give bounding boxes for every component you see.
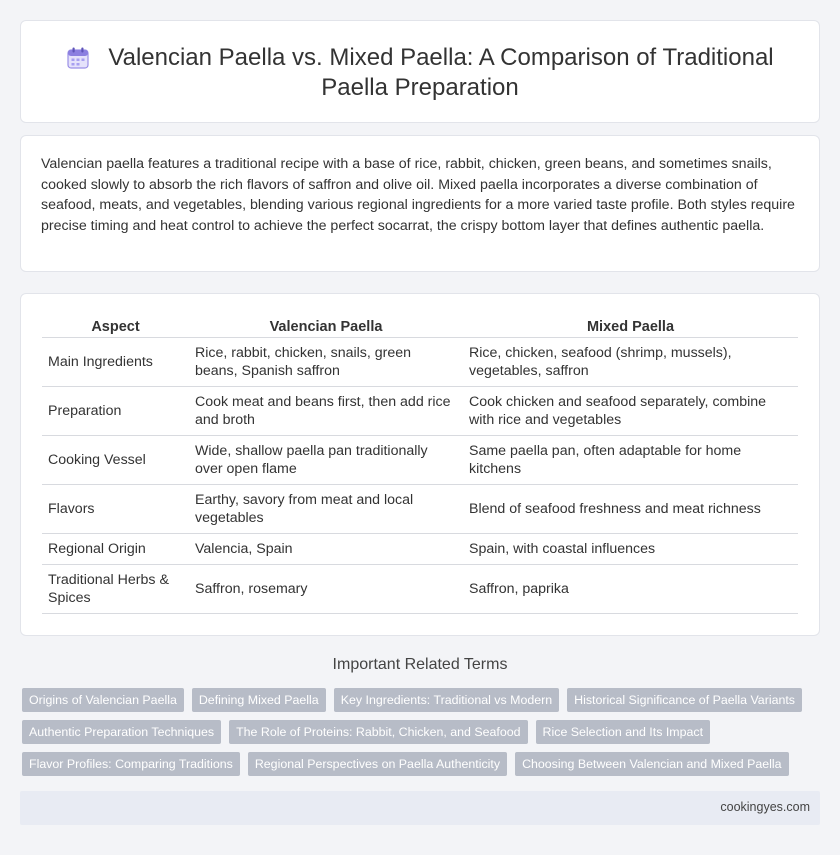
related-term-tag[interactable]: The Role of Proteins: Rabbit, Chicken, and Seafood [229, 720, 527, 744]
table-cell-mixed: Saffron, paprika [463, 564, 798, 613]
table-cell-mixed: Cook chicken and seafood separately, combine with rice and vegetables [463, 386, 798, 435]
table-cell-valencian: Valencia, Spain [189, 533, 463, 564]
table-cell-aspect: Main Ingredients [42, 337, 189, 386]
table-cell-mixed: Same paella pan, often adaptable for home kitchens [463, 435, 798, 484]
related-term-tag[interactable]: Flavor Profiles: Comparing Traditions [22, 752, 240, 776]
column-header-aspect: Aspect [42, 315, 189, 337]
title-wrap [61, 43, 779, 103]
table-cell-aspect: Traditional Herbs & Spices [42, 564, 189, 613]
table-row [42, 533, 798, 564]
related-term-tag[interactable]: Rice Selection and Its Impact [536, 720, 710, 744]
table-cell-aspect: Cooking Vessel [42, 435, 189, 484]
table-cell-valencian: Saffron, rosemary [189, 564, 463, 613]
table-row [42, 386, 798, 435]
intro-paragraph: Valencian paella features a traditional recipe with a base of rice, rabbit, chicken, green beans, and sometimes snails, cooked slowly to absorb the rich flavors of saffron and olive oil. Mixed paella incorporates a diverse combination of seafood, meats, and vegetables, blending various regional ingredients for a more varied taste profile. Both styles require precise timing and heat control to achieve the perfect socarrat, the crispy bottom layer that defines authentic paella. [41, 156, 795, 234]
table-cell-aspect: Regional Origin [42, 533, 189, 564]
table-header-row [42, 315, 798, 337]
comparison-table-card [20, 293, 820, 636]
related-term-tag[interactable]: Historical Significance of Paella Variants [567, 688, 802, 712]
related-term-tag[interactable]: Choosing Between Valencian and Mixed Paella [515, 752, 788, 776]
table-cell-valencian: Wide, shallow paella pan traditionally over open flame [189, 435, 463, 484]
related-term-tag[interactable]: Regional Perspectives on Paella Authenticity [248, 752, 507, 776]
page-title: Valencian Paella vs. Mixed Paella: A Comparison of Traditional Paella Preparation [108, 44, 774, 101]
related-term-tag[interactable]: Key Ingredients: Traditional vs Modern [334, 688, 559, 712]
table-row [42, 564, 798, 613]
column-header-mixed: Mixed Paella [463, 315, 798, 337]
table-cell-valencian: Rice, rabbit, chicken, snails, green beans, Spanish saffron [189, 337, 463, 386]
comparison-table [42, 315, 798, 614]
table-cell-aspect: Preparation [42, 386, 189, 435]
title-card [20, 20, 820, 123]
related-terms-title: Important Related Terms [332, 656, 508, 673]
table-cell-aspect: Flavors [42, 484, 189, 533]
footer-site-link[interactable]: cookingyes.com [720, 800, 810, 814]
table-cell-mixed: Blend of seafood freshness and meat richness [463, 484, 798, 533]
table-cell-mixed: Spain, with coastal influences [463, 533, 798, 564]
related-terms-list [22, 688, 812, 776]
table-cell-valencian: Cook meat and beans first, then add rice and broth [189, 386, 463, 435]
table-row [42, 484, 798, 533]
calendar-icon [66, 46, 90, 70]
related-term-tag[interactable]: Authentic Preparation Techniques [22, 720, 221, 744]
intro-card [20, 135, 820, 272]
table-row [42, 337, 798, 386]
table-cell-valencian: Earthy, savory from meat and local vegetables [189, 484, 463, 533]
related-term-tag[interactable]: Origins of Valencian Paella [22, 688, 184, 712]
related-term-tag[interactable]: Defining Mixed Paella [192, 688, 326, 712]
table-row [42, 435, 798, 484]
column-header-valencian: Valencian Paella [189, 315, 463, 337]
footer [20, 791, 820, 825]
table-cell-mixed: Rice, chicken, seafood (shrimp, mussels), vegetables, saffron [463, 337, 798, 386]
